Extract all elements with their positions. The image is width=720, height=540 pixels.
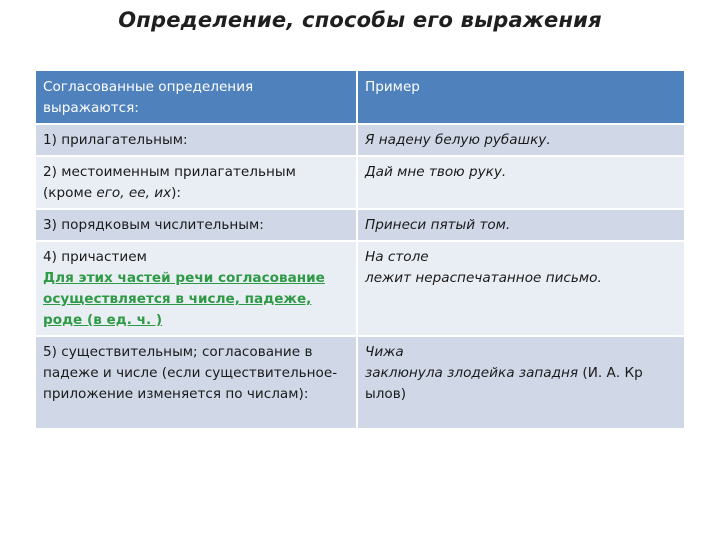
row-example <box>357 241 684 336</box>
row-type <box>36 156 357 209</box>
table-row <box>36 241 684 336</box>
row-example <box>357 336 684 428</box>
row-example-line2: лежит нераспечатанное письмо. <box>365 270 602 286</box>
row-type <box>36 241 357 336</box>
row-type-main: 2) местоименным прилагательным <box>43 164 296 180</box>
row-type-main: 4) причастием <box>43 249 147 265</box>
row-type-extra-suffix: ): <box>171 185 182 201</box>
table-row <box>36 156 684 209</box>
row-example: Дай мне твою руку. <box>357 156 684 209</box>
header-example: Пример <box>357 71 684 124</box>
row-example-line2-italic: заклюнула злодейка западня <box>365 365 579 381</box>
table-row <box>36 336 684 428</box>
agreement-note: Для этих частей речи согласование осуществляется в числе, падеже, роде (в ед. ч. ) <box>43 270 325 328</box>
table-row <box>36 124 684 156</box>
row-type: 3) порядковым числительным: <box>36 209 357 241</box>
row-type-extra-prefix: (кроме <box>43 185 97 201</box>
row-type: 1) прилагательным: <box>36 124 357 156</box>
row-example-line2-plain: (И. А. Кр ылов) <box>365 365 643 402</box>
table-row <box>36 209 684 241</box>
row-example-line1: Чижа <box>365 344 404 360</box>
row-example: Я надену белую рубашку. <box>357 124 684 156</box>
row-example: Принеси пятый том. <box>357 209 684 241</box>
row-example-line1: На столе <box>365 249 429 265</box>
row-type-extra-italic: его, ее, их <box>96 185 172 201</box>
definition-table <box>36 71 684 428</box>
table-header-row <box>36 71 684 124</box>
row-type: 5) существительным; согласование в падеже и числе (если существительное-приложение изменяется по числам): <box>36 336 357 428</box>
header-types: Согласованные определения выражаются: <box>36 71 357 124</box>
slide-title: Определение, способы его выражения <box>118 8 602 32</box>
